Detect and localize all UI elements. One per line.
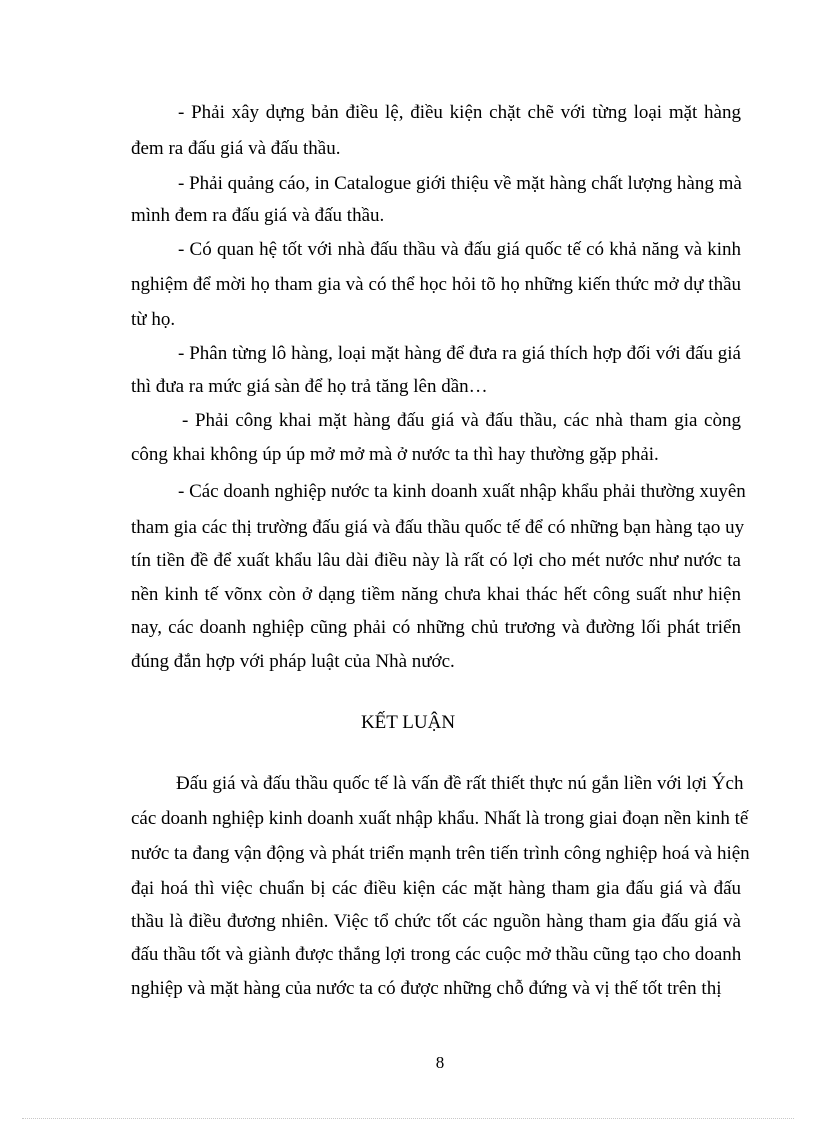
conclusion-line-1: Đấu giá và đấu thầu quốc tế là vấn đề rất thiết thực nú gắn liền với lợi Ých — [176, 773, 744, 794]
conclusion-heading: KẾT LUẬN — [360, 712, 456, 733]
page-bottom-border — [22, 1118, 794, 1119]
paragraph-5-line-1: - Phải công khai mặt hàng đấu giá và đấu thầu, các nhà tham gia còng — [182, 410, 741, 431]
page-number: 8 — [435, 1053, 445, 1072]
paragraph-6-line-4: nền kinh tế võnx còn ở dạng tiềm năng chưa khai thác hết công suất như hiện — [131, 584, 741, 605]
paragraph-2-line-2: mình đem ra đấu giá và đấu thầu. — [131, 205, 385, 226]
conclusion-line-2: các doanh nghiệp kinh doanh xuất nhập khẩu. Nhất là trong giai đoạn nền kinh tế — [131, 808, 749, 829]
conclusion-line-7: nghiệp và mặt hàng của nước ta có được những chỗ đứng và vị thế tốt trên thị — [131, 978, 722, 999]
paragraph-1-line-1: - Phải xây dựng bản điều lệ, điều kiện chặt chẽ với từng loại mặt hàng — [178, 102, 741, 123]
paragraph-6-line-3: tín tiền đề để xuất khẩu lâu dài điều này là rất có lợi cho mét nước như nước ta — [131, 550, 741, 571]
paragraph-4-line-2: thì đưa ra mức giá sàn để họ trả tăng lên dần… — [131, 376, 488, 397]
paragraph-3-line-1: - Có quan hệ tốt với nhà đấu thầu và đấu giá quốc tế có khả năng và kinh — [178, 239, 741, 260]
paragraph-1-line-2: đem ra đấu giá và đấu thầu. — [131, 138, 341, 159]
paragraph-6-line-6: đúng đắn hợp với pháp luật của Nhà nước. — [131, 651, 455, 672]
conclusion-line-4: đại hoá thì việc chuẩn bị các điều kiện các mặt hàng tham gia đấu giá và đấu — [131, 878, 741, 899]
paragraph-5-line-2: công khai không úp úp mở mở mà ở nước ta thì hay thường gặp phải. — [131, 444, 659, 465]
paragraph-6-line-2: tham gia các thị trường đấu giá và đấu thầu quốc tế để có những bạn hàng tạo uy — [131, 517, 745, 538]
conclusion-line-3: nước ta đang vận động và phát triển mạnh trên tiến trình công nghiệp hoá và hiện — [131, 843, 750, 864]
conclusion-line-6: đấu thầu tốt và giành được thắng lợi trong các cuộc mở thầu cũng tạo cho doanh — [131, 944, 742, 965]
paragraph-6-line-1: - Các doanh nghiệp nước ta kinh doanh xuất nhập khẩu phải thường xuyên — [178, 481, 746, 502]
paragraph-6-line-5: nay, các doanh nghiệp cũng phải có những chủ trương và đường lối phát triển — [131, 617, 741, 638]
paragraph-3-line-2: nghiệm để mời họ tham gia và có thể học hỏi tõ họ những kiến thức mở dự thầu — [131, 274, 741, 295]
conclusion-line-5: thầu là điều đương nhiên. Việc tổ chức tốt các nguồn hàng tham gia đấu giá và — [131, 911, 741, 932]
paragraph-3-line-3: từ họ. — [131, 309, 176, 330]
paragraph-4-line-1: - Phân từng lô hàng, loại mặt hàng để đưa ra giá thích hợp đối với đấu giá — [178, 343, 741, 364]
paragraph-2-line-1: - Phải quảng cáo, in Catalogue giới thiệu về mặt hàng chất lượng hàng mà — [178, 173, 742, 194]
